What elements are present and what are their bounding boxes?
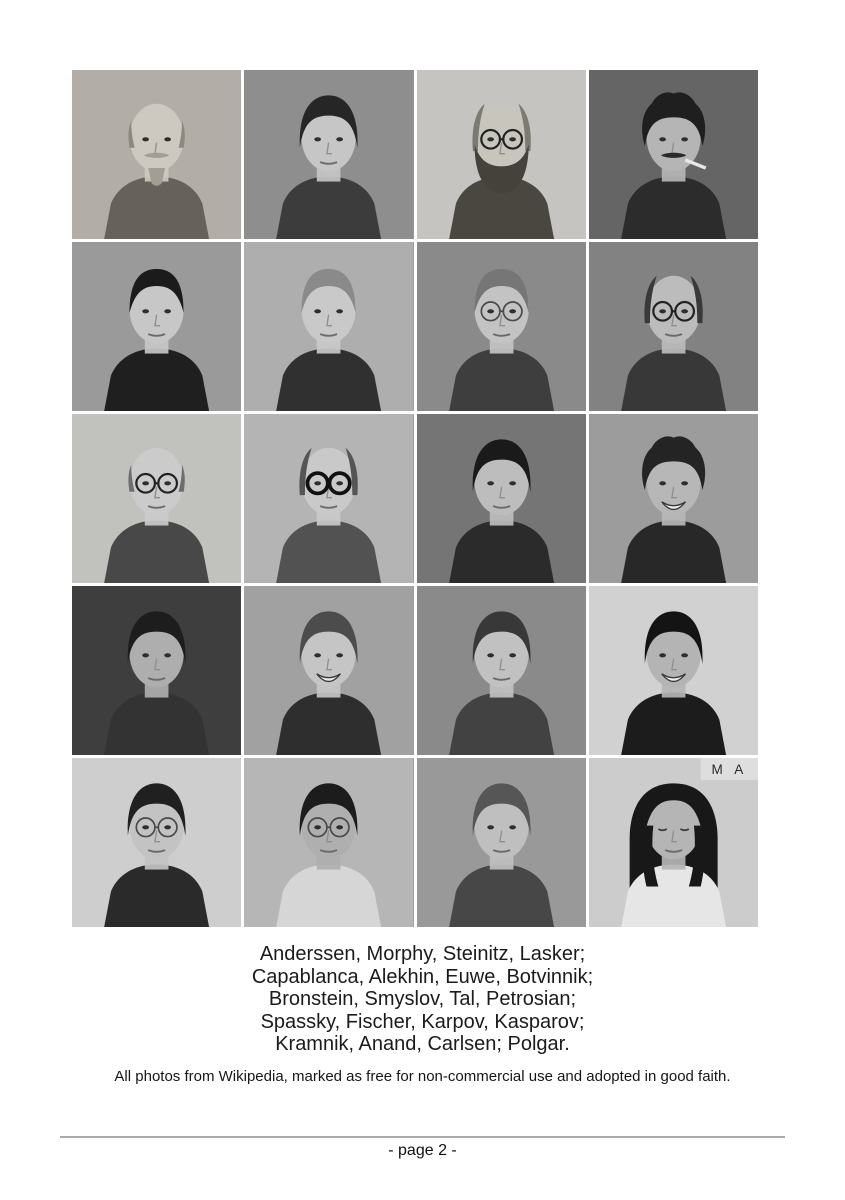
photo-tal xyxy=(417,414,586,583)
portrait-botvinnik-image xyxy=(589,242,758,411)
portrait-capablanca-image xyxy=(72,242,241,411)
photo-credit-note: All photos from Wikipedia, marked as free for non-commercial use and adopted in good faith. xyxy=(114,1068,731,1085)
photo-smyslov xyxy=(244,414,413,583)
portrait-tal-image xyxy=(417,414,586,583)
portrait-carlsen-image xyxy=(417,758,586,927)
caption-line: Kramnik, Anand, Carlsen; Polgar. xyxy=(275,1033,570,1055)
page-number: - page 2 - xyxy=(388,1142,457,1159)
portrait-bronstein-image xyxy=(72,414,241,583)
photo-bronstein xyxy=(72,414,241,583)
portrait-karpov-image xyxy=(417,586,586,755)
footer-divider xyxy=(60,1136,785,1138)
portrait-fischer-image xyxy=(244,586,413,755)
portrait-alekhin-image xyxy=(244,242,413,411)
svg-text:M A: M A xyxy=(711,762,748,778)
photo-grid xyxy=(72,70,758,927)
caption-line: Bronstein, Smyslov, Tal, Petrosian; xyxy=(268,988,577,1010)
photo-alekhin xyxy=(244,242,413,411)
portrait-lasker-image xyxy=(589,70,758,239)
portrait-smyslov-image xyxy=(244,414,413,583)
photo-kasparov xyxy=(589,586,758,755)
portrait-morphy-image xyxy=(244,70,413,239)
photo-lasker xyxy=(589,70,758,239)
caption xyxy=(0,943,845,1056)
photo-spassky xyxy=(72,586,241,755)
photo-anand xyxy=(244,758,413,927)
photo-petrosian xyxy=(589,414,758,583)
photo-capablanca xyxy=(72,242,241,411)
caption-line: Anderssen, Morphy, Steinitz, Lasker; xyxy=(259,943,586,965)
portrait-euwe-image xyxy=(417,242,586,411)
photo-karpov xyxy=(417,586,586,755)
portrait-kasparov-image xyxy=(589,586,758,755)
photo-steinitz xyxy=(417,70,586,239)
caption-line: Spassky, Fischer, Karpov, Kasparov; xyxy=(260,1010,585,1033)
photo-euwe xyxy=(417,242,586,411)
portrait-steinitz-image xyxy=(417,70,586,239)
portrait-anand-image xyxy=(244,758,413,927)
portrait-spassky-image xyxy=(72,586,241,755)
photo-morphy xyxy=(244,70,413,239)
photo-fischer xyxy=(244,586,413,755)
portrait-polgar-image xyxy=(589,758,758,927)
portrait-petrosian-image xyxy=(589,414,758,583)
photo-carlsen xyxy=(417,758,586,927)
caption-line: Capablanca, Alekhin, Euwe, Botvinnik; xyxy=(251,965,594,988)
portrait-anderssen-image xyxy=(72,70,241,239)
photo-polgar xyxy=(589,758,758,927)
photo-anderssen xyxy=(72,70,241,239)
portrait-kramnik-image xyxy=(72,758,241,927)
photo-kramnik xyxy=(72,758,241,927)
photo-botvinnik xyxy=(589,242,758,411)
